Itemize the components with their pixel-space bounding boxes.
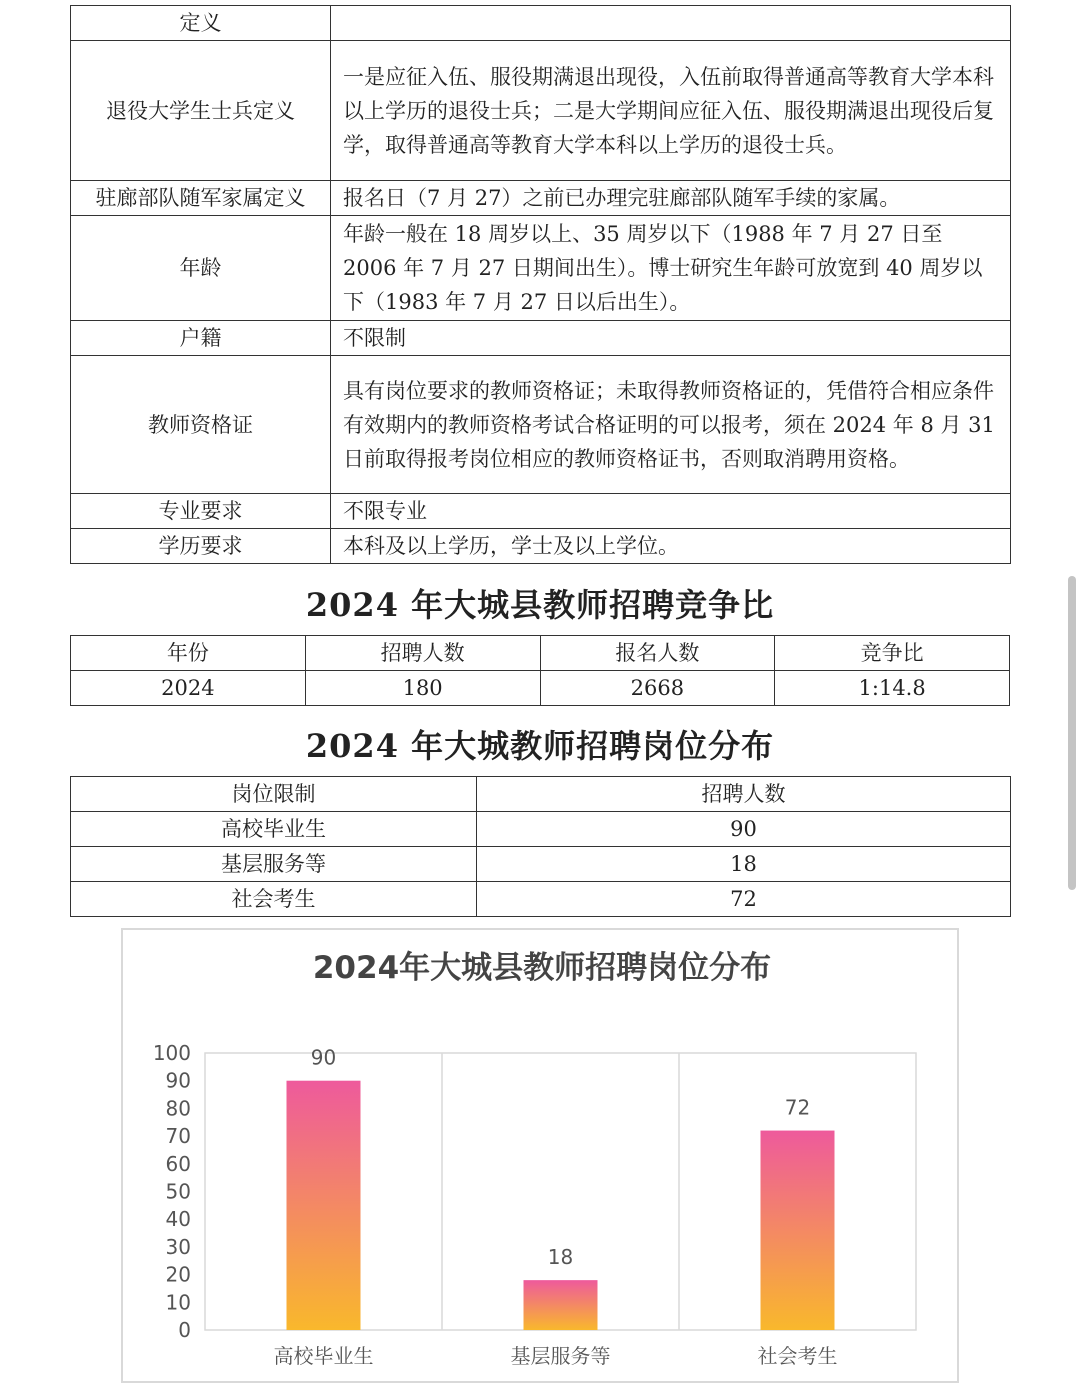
row-value: 年龄一般在 18 周岁以上、35 周岁以下（1988 年 7 月 27 日至 2006 年 7 月 27 日期间出生）。博士研究生年龄可放宽到 40 周岁以下（1983 年 7 月 27 日以后出生）。 [331,216,1011,321]
table-cell: 72 [477,882,1011,917]
row-label: 学历要求 [71,529,331,564]
y-tick-label: 20 [165,1262,191,1287]
row-value: 不限专业 [331,494,1011,529]
y-tick-label: 60 [165,1151,191,1176]
row-label: 定义 [71,6,331,41]
row-label: 教师资格证 [71,356,331,494]
row-label: 退役大学生士兵定义 [71,41,331,181]
bar [761,1131,835,1330]
scrollbar-thumb[interactable] [1068,576,1076,890]
data-label: 18 [547,1245,574,1270]
column-header: 报名人数 [540,636,775,671]
y-tick-label: 30 [165,1234,191,1259]
data-label: 72 [784,1095,811,1120]
bar [287,1081,361,1330]
bar-chart [121,928,959,1383]
table-row [71,671,1010,706]
column-header: 年份 [71,636,306,671]
table-cell: 18 [477,847,1011,882]
column-header: 岗位限制 [71,777,477,812]
x-tick-label: 社会考生 [757,1344,838,1368]
table-cell: 1:14.8 [775,671,1010,706]
table-row [71,882,1011,917]
table-cell: 2024 [71,671,306,706]
row-label: 年龄 [71,216,331,321]
table-row [71,181,1011,216]
table-header-row [71,777,1011,812]
y-tick-label: 10 [165,1290,191,1315]
x-tick-label: 高校毕业生 [273,1344,374,1368]
column-header: 竞争比 [775,636,1010,671]
table-header-row [71,636,1010,671]
table-row [71,356,1011,494]
row-label: 专业要求 [71,494,331,529]
table-row [71,216,1011,321]
table-row [71,6,1011,41]
y-tick-label: 90 [165,1068,191,1093]
table-row [71,812,1011,847]
column-header: 招聘人数 [305,636,540,671]
row-label: 驻廊部队随军家属定义 [71,181,331,216]
x-tick-label: 基层服务等 [510,1344,611,1368]
chart-canvas [123,930,961,1385]
table-row [71,321,1011,356]
y-tick-label: 80 [165,1096,191,1121]
table-cell: 社会考生 [71,882,477,917]
competition-table [70,635,1010,706]
table-row [71,529,1011,564]
row-value: 一是应征入伍、服役期满退出现役，入伍前取得普通高等教育大学本科以上学历的退役士兵；二是大学期间应征入伍、服役期满退出现役后复学，取得普通高等教育大学本科以上学历的退役士兵。 [331,41,1011,181]
table-cell: 2668 [540,671,775,706]
chart-title: 2024年大城县教师招聘岗位分布 [312,950,772,986]
table-row [71,494,1011,529]
y-tick-label: 0 [178,1318,191,1342]
requirements-table [70,5,1011,564]
y-tick-label: 100 [152,1041,191,1065]
y-tick-label: 50 [165,1179,191,1204]
table-row [71,847,1011,882]
column-header: 招聘人数 [477,777,1011,812]
row-value: 具有岗位要求的教师资格证；未取得教师资格证的，凭借符合相应条件有效期内的教师资格考试合格证明的可以报考，须在 2024 年 8 月 31 日前取得报考岗位相应的教师资格证书，否则取消聘用资格。 [331,356,1011,494]
distribution-table [70,776,1011,917]
row-value: 不限制 [331,321,1011,356]
y-tick-label: 40 [165,1207,191,1232]
data-label: 90 [310,1045,337,1070]
distribution-title: 2024 年大城教师招聘岗位分布 [305,727,775,765]
bar [524,1280,598,1330]
table-row [71,41,1011,181]
row-value [331,6,1011,41]
row-label: 户籍 [71,321,331,356]
y-tick-label: 70 [165,1124,191,1149]
row-value: 报名日（7 月 27）之前已办理完驻廊部队随军手续的家属。 [331,181,1011,216]
row-value: 本科及以上学历，学士及以上学位。 [331,529,1011,564]
table-cell: 高校毕业生 [71,812,477,847]
competition-title: 2024 年大城县教师招聘竞争比 [305,586,775,624]
table-cell: 基层服务等 [71,847,477,882]
table-cell: 180 [305,671,540,706]
table-cell: 90 [477,812,1011,847]
